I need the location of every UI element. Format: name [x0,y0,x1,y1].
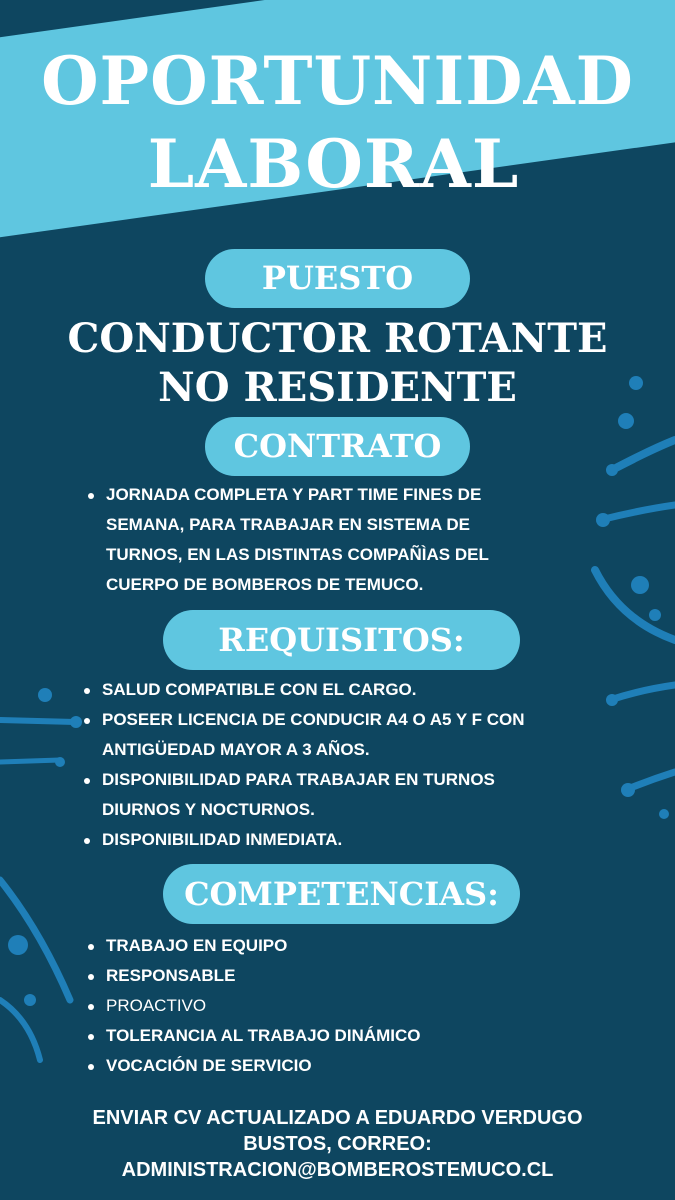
bullet-dot [88,493,94,499]
requisitos-item-text: DISPONIBILIDAD PARA TRABAJAR EN TURNOS DIURNOS Y NOCTURNOS. [102,770,495,819]
competencias-item-text: VOCACIÓN DE SERVICIO [106,1056,312,1075]
requisitos-item-text: POSEER LICENCIA DE CONDUCIR A4 O A5 Y F CON ANTIGÜEDAD MAYOR A 3 AÑOS. [102,710,525,759]
bullet-dot [84,688,90,694]
competencias-item [84,1021,544,1051]
competencias-item [84,961,544,991]
banner-stripe [0,0,675,240]
competencias-item-text: TOLERANCIA AL TRABAJO DINÁMICO [106,1026,421,1045]
requisitos-label-pill [163,610,520,670]
contrato-label-pill [205,417,470,476]
competencias-item-text: TRABAJO EN EQUIPO [106,936,288,955]
job-title-line-1: CONDUCTOR ROTANTE [67,315,608,362]
requisitos-item-text: DISPONIBILIDAD INMEDIATA. [102,830,343,849]
bullet-dot [88,1034,94,1040]
job-title-line-2: NO RESIDENTE [158,364,517,411]
bullet-dot [88,1004,94,1010]
contrato-item-text: JORNADA COMPLETA Y PART TIME FINES DE SEMANA, PARA TRABAJAR EN SISTEMA DE TURNOS, EN LAS DISTINTAS COMPAÑÌAS DEL CUERPO DE BOMBEROS DE TEMUCO. [106,485,489,594]
competencias-item [84,931,544,961]
requisitos-label: REQUISITOS: [218,621,465,659]
puesto-label-pill [205,249,470,308]
competencias-list [84,931,544,1081]
requisitos-item [80,705,560,765]
footer-line-1: ENVIAR CV ACTUALIZADO A EDUARDO VERDUGO [92,1107,583,1129]
bullet-dot [84,778,90,784]
competencias-item [84,1051,544,1081]
contrato-label: CONTRATO [233,427,442,465]
bullet-dot [84,718,90,724]
footer-email: ADMINISTRACION@BOMBEROSTEMUCO.CL [121,1159,554,1181]
competencias-item-text: PROACTIVO [106,996,207,1015]
requisitos-item [80,675,560,705]
footer-line-2: BUSTOS, CORREO: [243,1133,432,1155]
requisitos-item-text: SALUD COMPATIBLE CON EL CARGO. [102,680,417,699]
contrato-item [84,480,544,600]
competencias-item-text: RESPONSABLE [106,966,236,985]
footer-contact [0,1105,675,1183]
bullet-dot [88,944,94,950]
requisitos-list [80,675,560,855]
contrato-list [84,480,544,600]
competencias-label: COMPETENCIAS: [184,875,499,913]
title-line-1: OPORTUNIDAD [41,42,634,120]
title-line-2: LABORAL [147,125,520,203]
requisitos-item [80,825,560,855]
competencias-item [84,991,544,1021]
requisitos-item [80,765,560,825]
bullet-dot [88,974,94,980]
puesto-label: PUESTO [261,259,414,297]
bullet-dot [84,838,90,844]
bullet-dot [88,1064,94,1070]
competencias-label-pill [163,864,520,924]
